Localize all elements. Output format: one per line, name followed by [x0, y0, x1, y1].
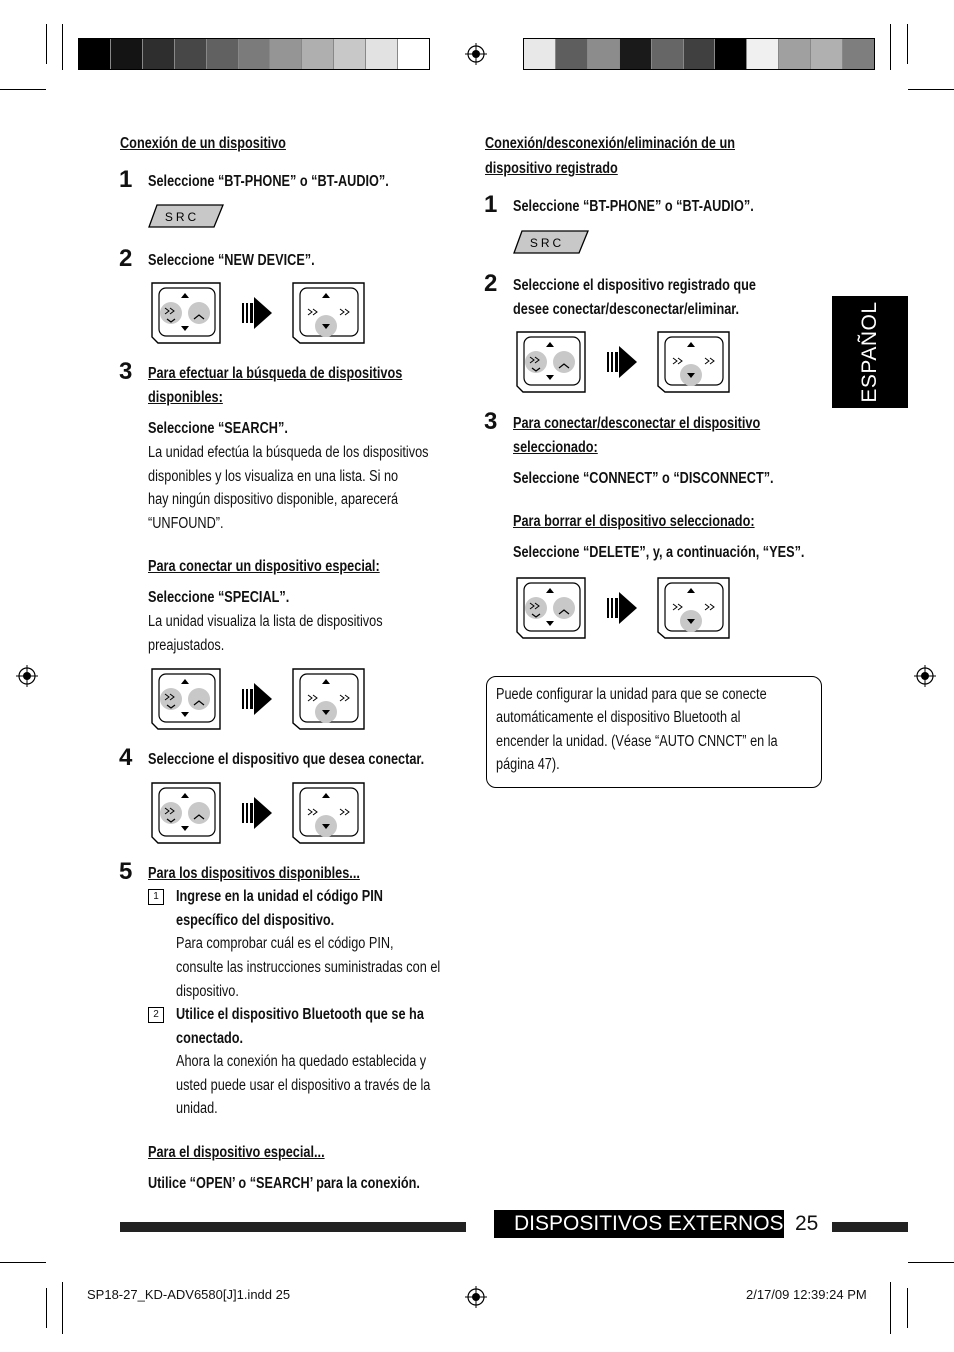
crop-mark	[890, 24, 891, 70]
subsection-title: Para borrar el dispositivo seleccionado:	[513, 513, 755, 530]
step-desc: La unidad efectúa la búsqueda de los dispositivos	[148, 444, 429, 461]
step-desc: “UNFOUND”.	[148, 515, 224, 532]
step-title: Para efectuar la búsqueda de dispositivos	[148, 365, 403, 382]
section-heading: dispositivo registrado	[485, 160, 618, 177]
crop-mark	[0, 89, 46, 90]
subsection-title: Para el dispositivo especial...	[148, 1144, 325, 1161]
crop-mark	[890, 1282, 891, 1334]
src-button-icon	[513, 230, 589, 254]
step-number: 4	[119, 744, 133, 771]
step-number: 2	[484, 270, 498, 297]
language-tab-label: ESPAÑOL	[858, 301, 881, 403]
substep-desc: consulte las instrucciones suministradas con el	[176, 959, 441, 976]
control-illustration	[515, 330, 733, 394]
crop-mark	[46, 1288, 47, 1328]
substep-title: conectado.	[176, 1030, 244, 1047]
src-label: SRC	[529, 236, 565, 250]
note-text: automáticamente el dispositivo Bluetooth al	[496, 709, 741, 726]
slug-date: 2/17/09 12:39:24 PM	[746, 1287, 867, 1302]
color-bar-right	[523, 38, 875, 70]
substep-title: Ingrese en la unidad el código PIN	[176, 888, 383, 905]
step-text: Seleccione “BT-PHONE” o “BT-AUDIO”.	[513, 198, 754, 215]
step-number: 1	[484, 191, 498, 218]
control-illustration	[515, 576, 733, 640]
step-action: Seleccione “DELETE”, y, a continuación, “YES”.	[513, 544, 805, 561]
step-text: Seleccione el dispositivo registrado que	[513, 277, 756, 294]
substep-title: específico del dispositivo.	[176, 912, 335, 929]
registration-target-icon	[465, 43, 487, 65]
color-bar-left	[78, 38, 430, 70]
step-text: desee conectar/desconectar/eliminar.	[513, 301, 740, 318]
step-text: Seleccione el dispositivo que desea conectar.	[148, 751, 425, 768]
control-illustration	[150, 281, 368, 345]
step-number: 3	[484, 408, 498, 435]
substep-desc: dispositivo.	[176, 983, 239, 1000]
registration-target-icon	[465, 1286, 487, 1308]
crop-mark	[62, 1282, 63, 1334]
step-title: Para conectar/desconectar el dispositivo	[513, 415, 761, 432]
left-control-pad-icon	[152, 283, 220, 343]
footer-rule	[832, 1222, 908, 1232]
crop-mark	[907, 24, 908, 64]
step-text: Seleccione “NEW DEVICE”.	[148, 252, 315, 269]
step-desc: La unidad visualiza la lista de dispositivos	[148, 613, 383, 630]
subsection-title: Para conectar un dispositivo especial:	[148, 558, 380, 575]
control-illustration	[150, 781, 368, 845]
slug-file: SP18-27_KD-ADV6580[J]1.indd 25	[87, 1287, 291, 1302]
crop-mark	[908, 1262, 954, 1263]
registration-target-icon	[914, 665, 936, 687]
step-desc: hay ningún dispositivo disponible, aparecerá	[148, 491, 399, 508]
substep-number: 2	[148, 1007, 164, 1023]
src-label: SRC	[164, 210, 200, 224]
substep-desc: Para comprobar cuál es el código PIN,	[176, 935, 394, 952]
crop-mark	[907, 1288, 908, 1328]
step-desc: disponibles y los visualiza en una lista. Si no	[148, 468, 399, 485]
right-control-pad-icon	[293, 283, 364, 343]
step-action: Seleccione “SPECIAL”.	[148, 589, 290, 606]
step-action: Seleccione “SEARCH”.	[148, 420, 288, 437]
footer-rule	[120, 1222, 466, 1232]
substep-desc: unidad.	[176, 1100, 218, 1117]
step-text: Seleccione “BT-PHONE” o “BT-AUDIO”.	[148, 173, 389, 190]
crop-mark	[46, 24, 47, 64]
substep-number: 1	[148, 889, 164, 905]
note-text: encender la unidad. (Véase “AUTO CNNCT” en la	[496, 733, 778, 750]
substep-desc: usted puede usar el dispositivo a través de la	[176, 1077, 431, 1094]
section-footer-text: DISPOSITIVOS EXTERNOS	[514, 1212, 784, 1235]
section-heading: Conexión de un dispositivo	[120, 135, 286, 152]
step-title: seleccionado:	[513, 439, 598, 456]
step-number: 2	[119, 245, 133, 272]
crop-mark	[908, 89, 954, 90]
step-number: 3	[119, 358, 133, 385]
crop-mark	[62, 24, 63, 70]
control-illustration	[150, 667, 368, 731]
substep-title: Utilice el dispositivo Bluetooth que se ha	[176, 1006, 424, 1023]
step-action: Seleccione “CONNECT” o “DISCONNECT”.	[513, 470, 774, 487]
substep-desc: Ahora la conexión ha quedado establecida y	[176, 1053, 427, 1070]
language-tab	[832, 296, 908, 408]
step-number: 5	[119, 858, 133, 885]
src-button-icon	[148, 204, 224, 228]
arrow-right-icon	[242, 297, 272, 329]
step-title: Para los dispositivos disponibles...	[148, 865, 360, 882]
step-action: Utilice “OPEN’ o “SEARCH’ para la conexión.	[148, 1175, 420, 1192]
note-text: Puede configurar la unidad para que se conecte	[496, 686, 767, 703]
section-footer-label	[494, 1210, 784, 1238]
note-text: página 47).	[496, 756, 560, 773]
step-number: 1	[119, 166, 133, 193]
section-heading: Conexión/desconexión/eliminación de un	[485, 135, 736, 152]
registration-target-icon	[16, 665, 38, 687]
page-number: 25	[795, 1212, 819, 1235]
step-title: disponibles:	[148, 389, 223, 406]
crop-mark	[0, 1262, 46, 1263]
step-desc: preajustados.	[148, 637, 225, 654]
